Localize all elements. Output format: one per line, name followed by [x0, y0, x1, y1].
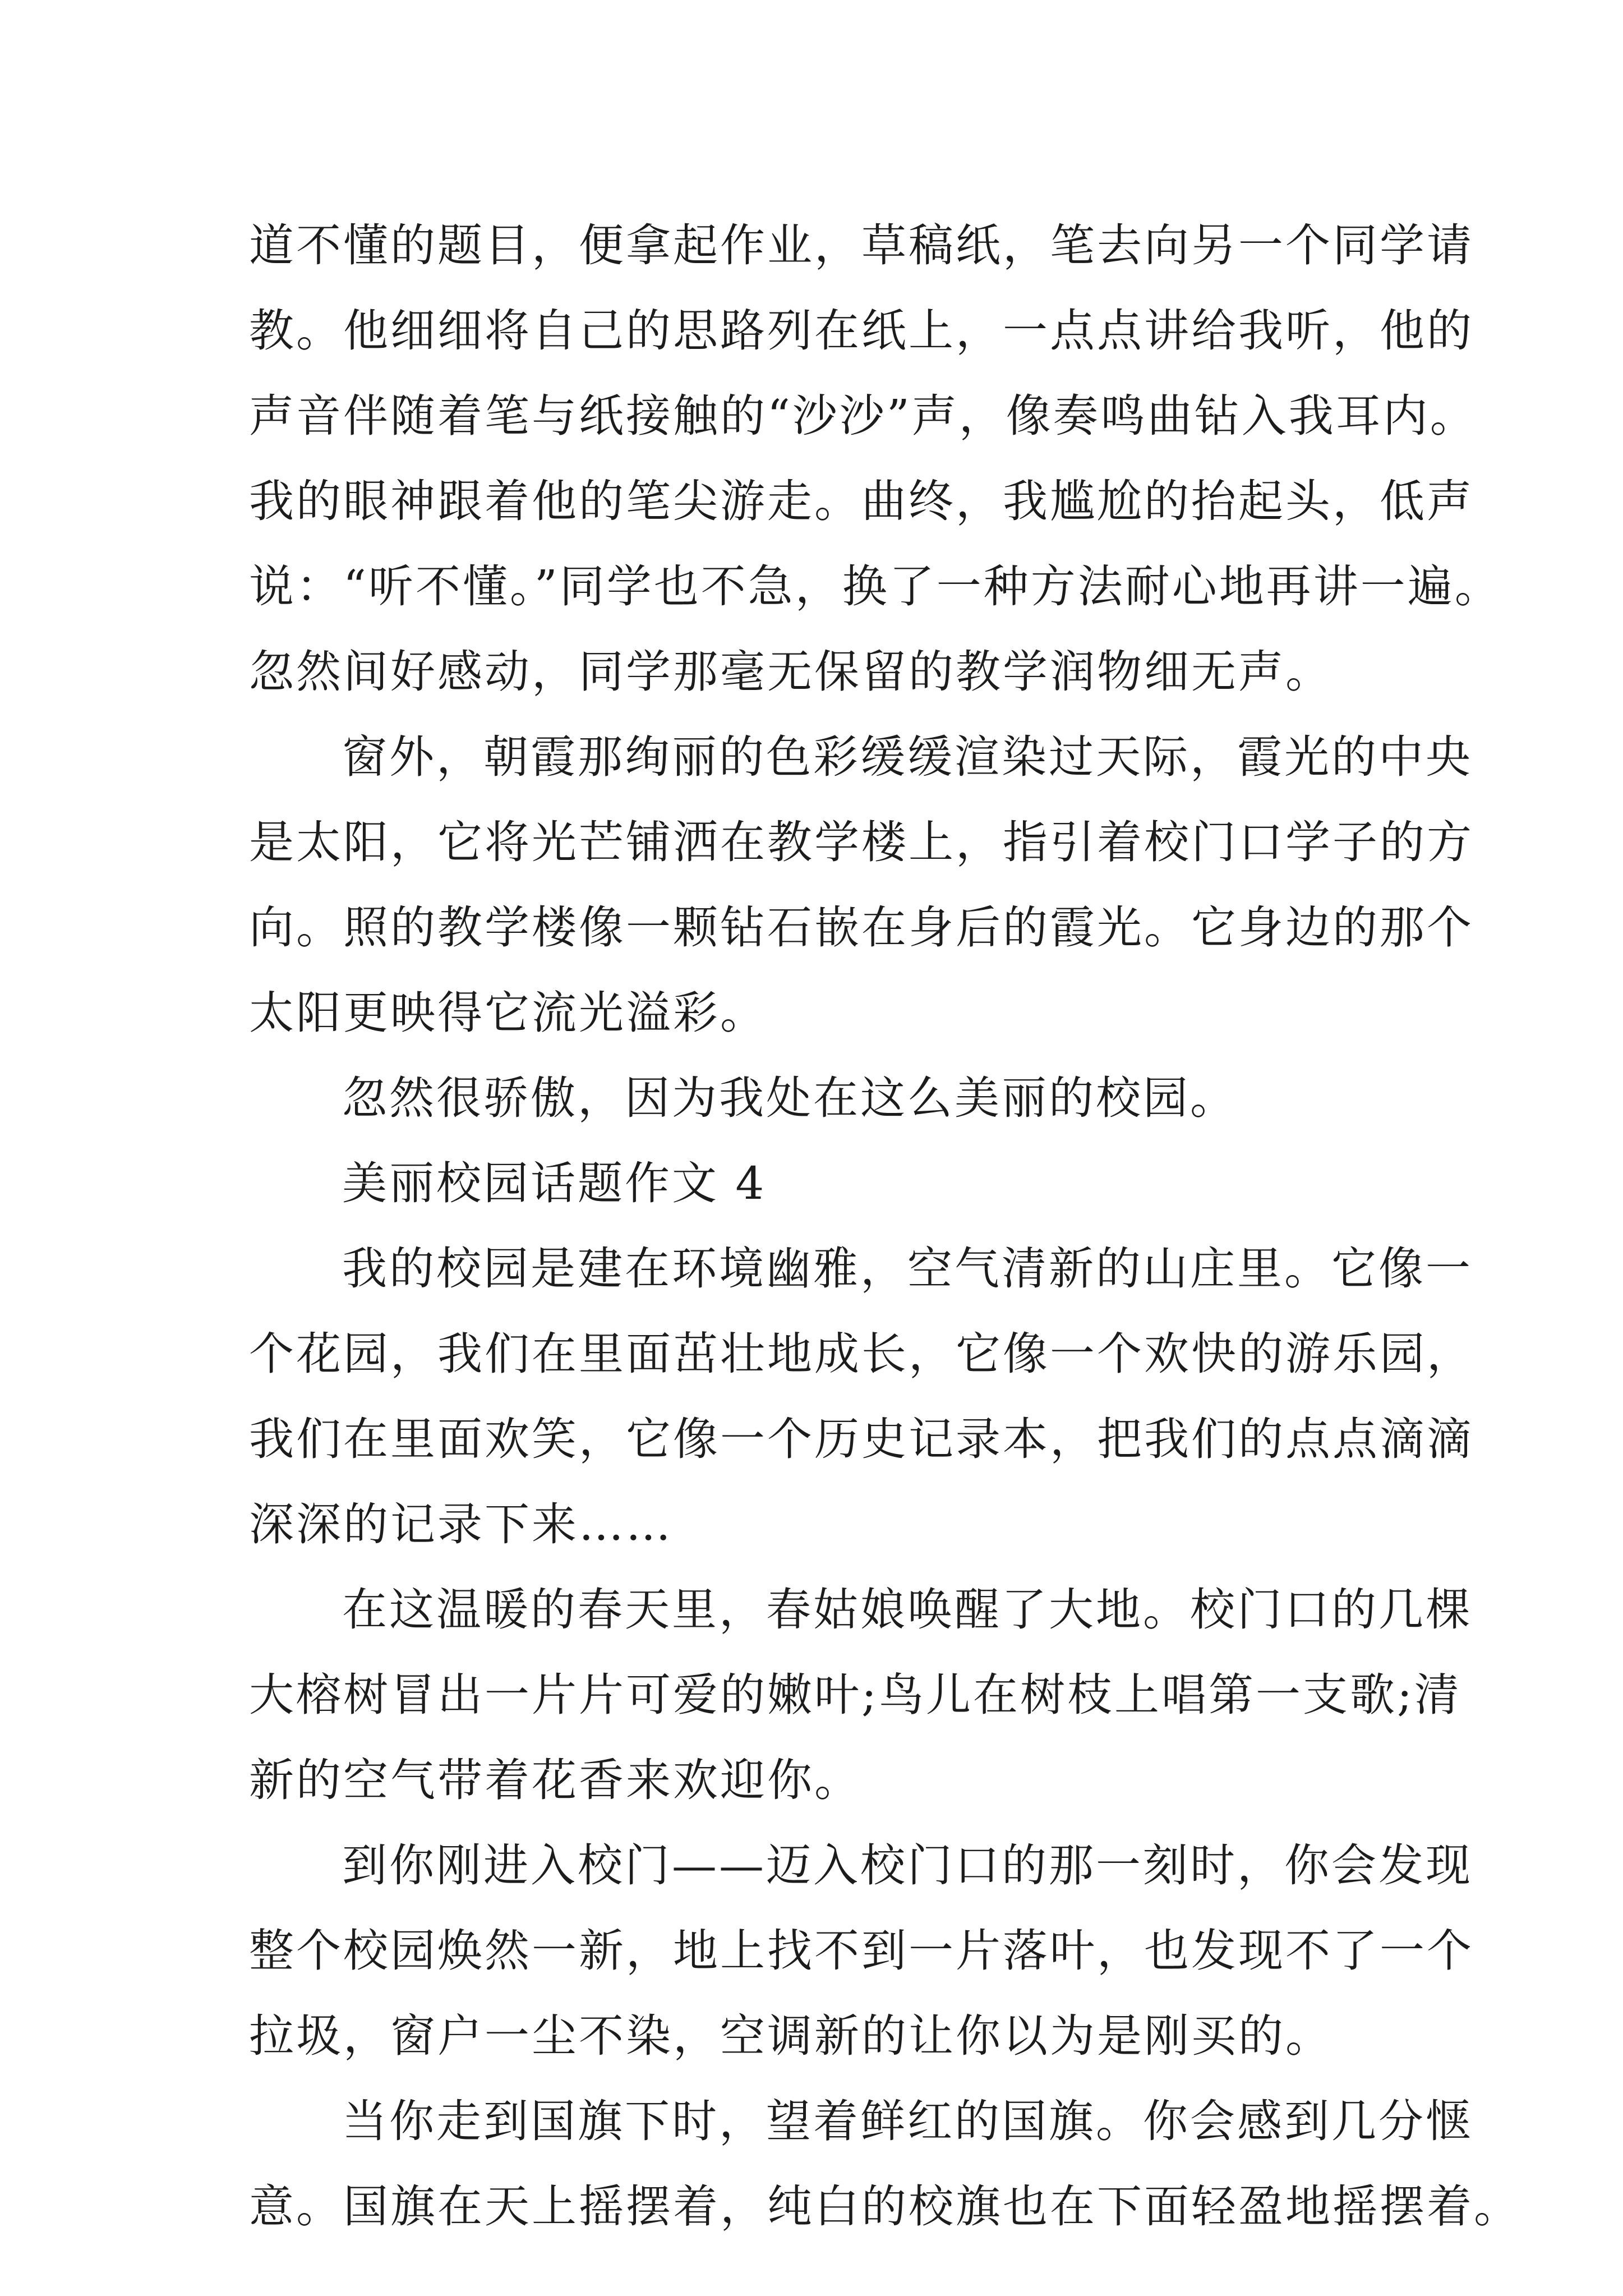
- text-line: 是太阳，它将光芒铺洒在教学楼上，指引着校门口学子的方: [249, 816, 1474, 868]
- text-line: 大榕树冒出一片片可爱的嫩叶;鸟儿在树枝上唱第一支歌;清: [249, 1669, 1461, 1721]
- text-line: 教。他细细将自己的思路列在纸上，一点点讲给我听，他的: [249, 305, 1474, 357]
- paragraph: [249, 1823, 1474, 2079]
- text-line: 当你走到国旗下时，望着鲜红的国旗。你会感到几分惬: [342, 2095, 1473, 2147]
- paragraph: [249, 1567, 1473, 1823]
- text-line: 向。照的教学楼像一颗钻石嵌在身后的霞光。它身边的那个: [249, 901, 1474, 954]
- document-body: [249, 203, 1521, 2249]
- text-line: 道不懂的题目，便拿起作业，草稿纸，笔去向另一个同学请: [249, 219, 1474, 272]
- text-line: 到你刚进入校门——迈入校门口的那一刻时，你会发现: [342, 1839, 1473, 1892]
- heading-text: 美丽校园话题作文 4: [342, 1157, 767, 1209]
- paragraph: [249, 1056, 1393, 1141]
- text-line: 意。国旗在天上摇摆着，纯白的校旗也在下面轻盈地摇摆着。: [249, 2180, 1521, 2233]
- text-line: 我的校园是建在环境幽雅，空气清新的山庄里。它像一: [342, 1243, 1473, 1295]
- section-heading: [249, 1141, 1393, 1226]
- text-line: 在这温暖的春天里，春姑娘唤醒了大地。校门口的几棵: [342, 1584, 1473, 1636]
- text-line: 忽然很骄傲，因为我处在这么美丽的校园。: [342, 1072, 1237, 1124]
- paragraph: [249, 2079, 1521, 2249]
- text-line: 我的眼神跟着他的笔尖游走。曲终，我尴尬的抬起头，低声: [249, 475, 1474, 527]
- text-line: 深深的记录下来……: [249, 1498, 673, 1550]
- text-line: 我们在里面欢笑，它像一个历史记录本，把我们的点点滴滴: [249, 1413, 1474, 1465]
- text-line: 新的空气带着花香来欢迎你。: [249, 1754, 861, 1806]
- text-line: 整个校园焕然一新，地上找不到一片落叶，也发现不了一个: [249, 1925, 1474, 1977]
- text-line: 窗外，朝霞那绚丽的色彩缓缓渲染过天际，霞光的中央: [342, 731, 1473, 783]
- text-line: 太阳更映得它流光溢彩。: [249, 987, 767, 1039]
- text-line: 忽然间好感动，同学那毫无保留的教学润物细无声。: [249, 646, 1332, 698]
- text-line: 拉圾，窗户一尘不染，空调新的让你以为是刚买的。: [249, 2010, 1332, 2062]
- paragraph: [249, 1226, 1474, 1567]
- paragraph: [249, 203, 1502, 715]
- text-line: 声音伴随着笔与纸接触的“沙沙”声，像奏鸣曲钻入我耳内。: [249, 390, 1477, 442]
- paragraph: [249, 715, 1474, 1056]
- text-line: 个花园，我们在里面茁壮地成长，它像一个欢快的游乐园，: [249, 1328, 1474, 1380]
- text-line: 说：“听不懂。”同学也不急，换了一种方法耐心地再讲一遍。: [249, 560, 1502, 613]
